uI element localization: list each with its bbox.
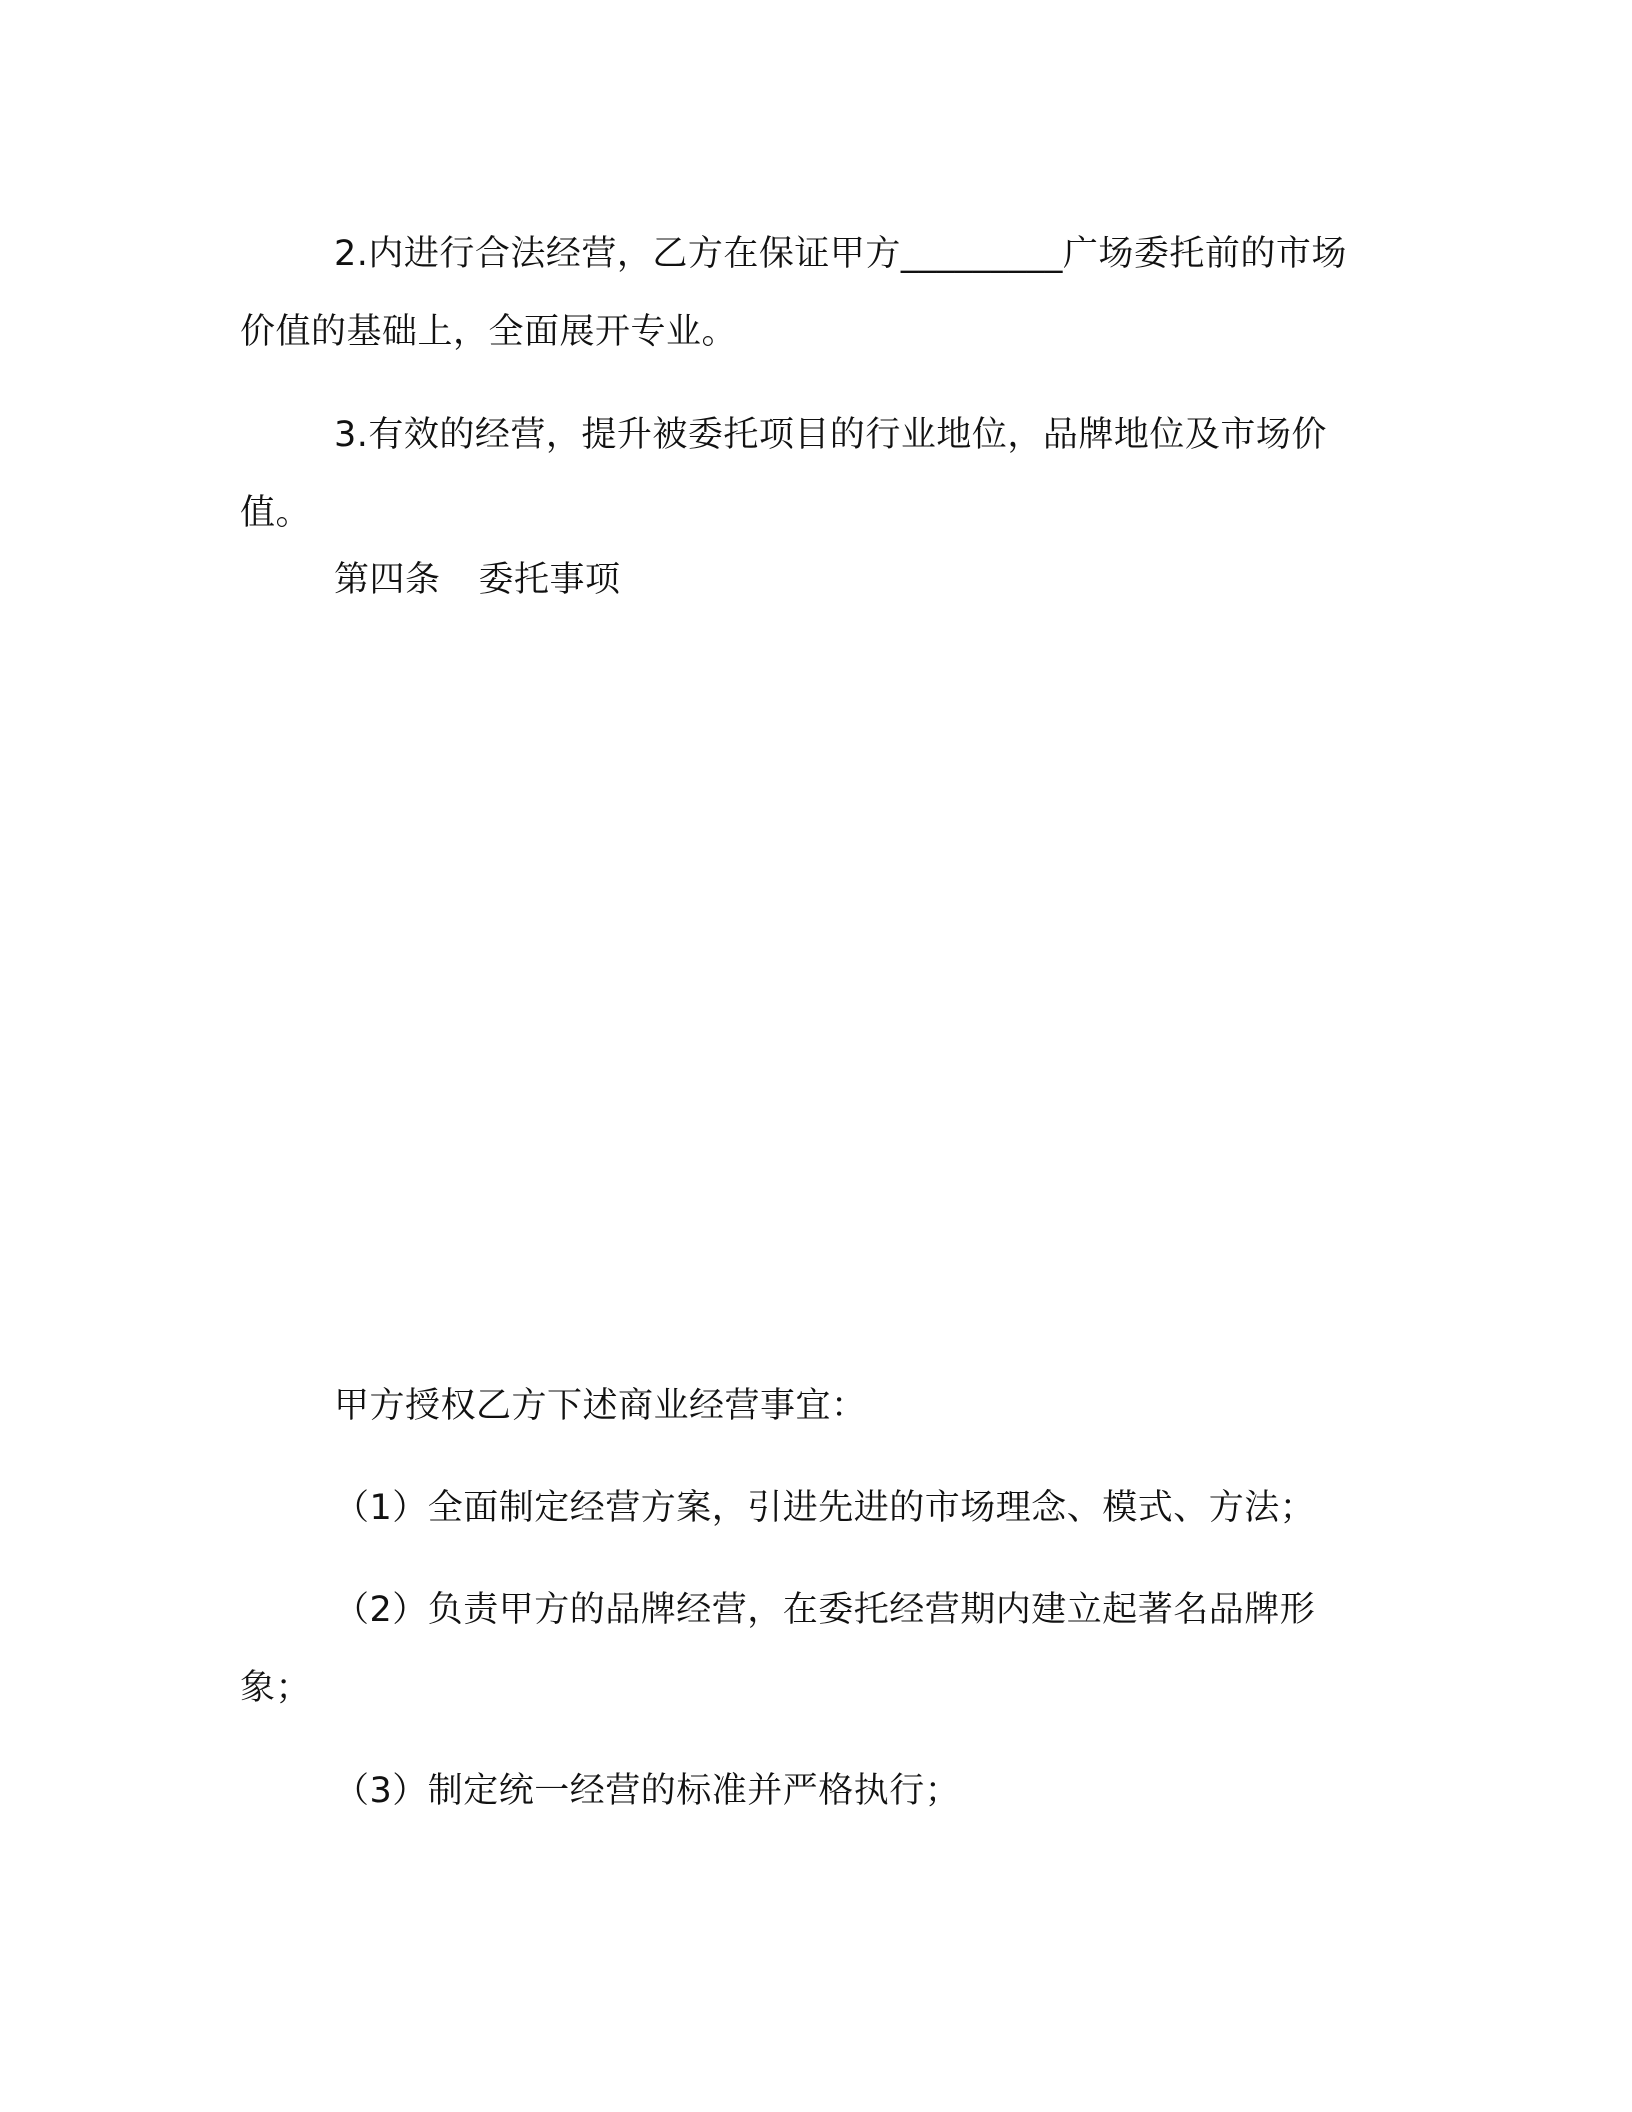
- list-item-2: （2）负责甲方的品牌经营，在委托经营期内建立起著名品牌形象；: [240, 1590, 1316, 1708]
- article-heading: [334, 541, 621, 619]
- paragraph-item-3: 3.有效的经营，提升被委托项目的行业地位，品牌地位及市场价值。: [240, 415, 1327, 533]
- list-item-1: （1）全面制定经营方案，引进先进的市场理念、模式、方法；: [334, 1488, 1316, 1528]
- article-number: 第四条: [334, 560, 441, 600]
- article-title: 委托事项: [478, 560, 621, 600]
- authorization-intro: 甲方授权乙方下述商业经营事宜：: [334, 1386, 867, 1426]
- paragraph-item-2: 2.内进行合法经营，乙方在保证甲方_________广场委托前的市场价值的基础上，全面展开专业。: [240, 234, 1347, 352]
- list-item-3: （3）制定统一经营的标准并严格执行；: [334, 1771, 961, 1811]
